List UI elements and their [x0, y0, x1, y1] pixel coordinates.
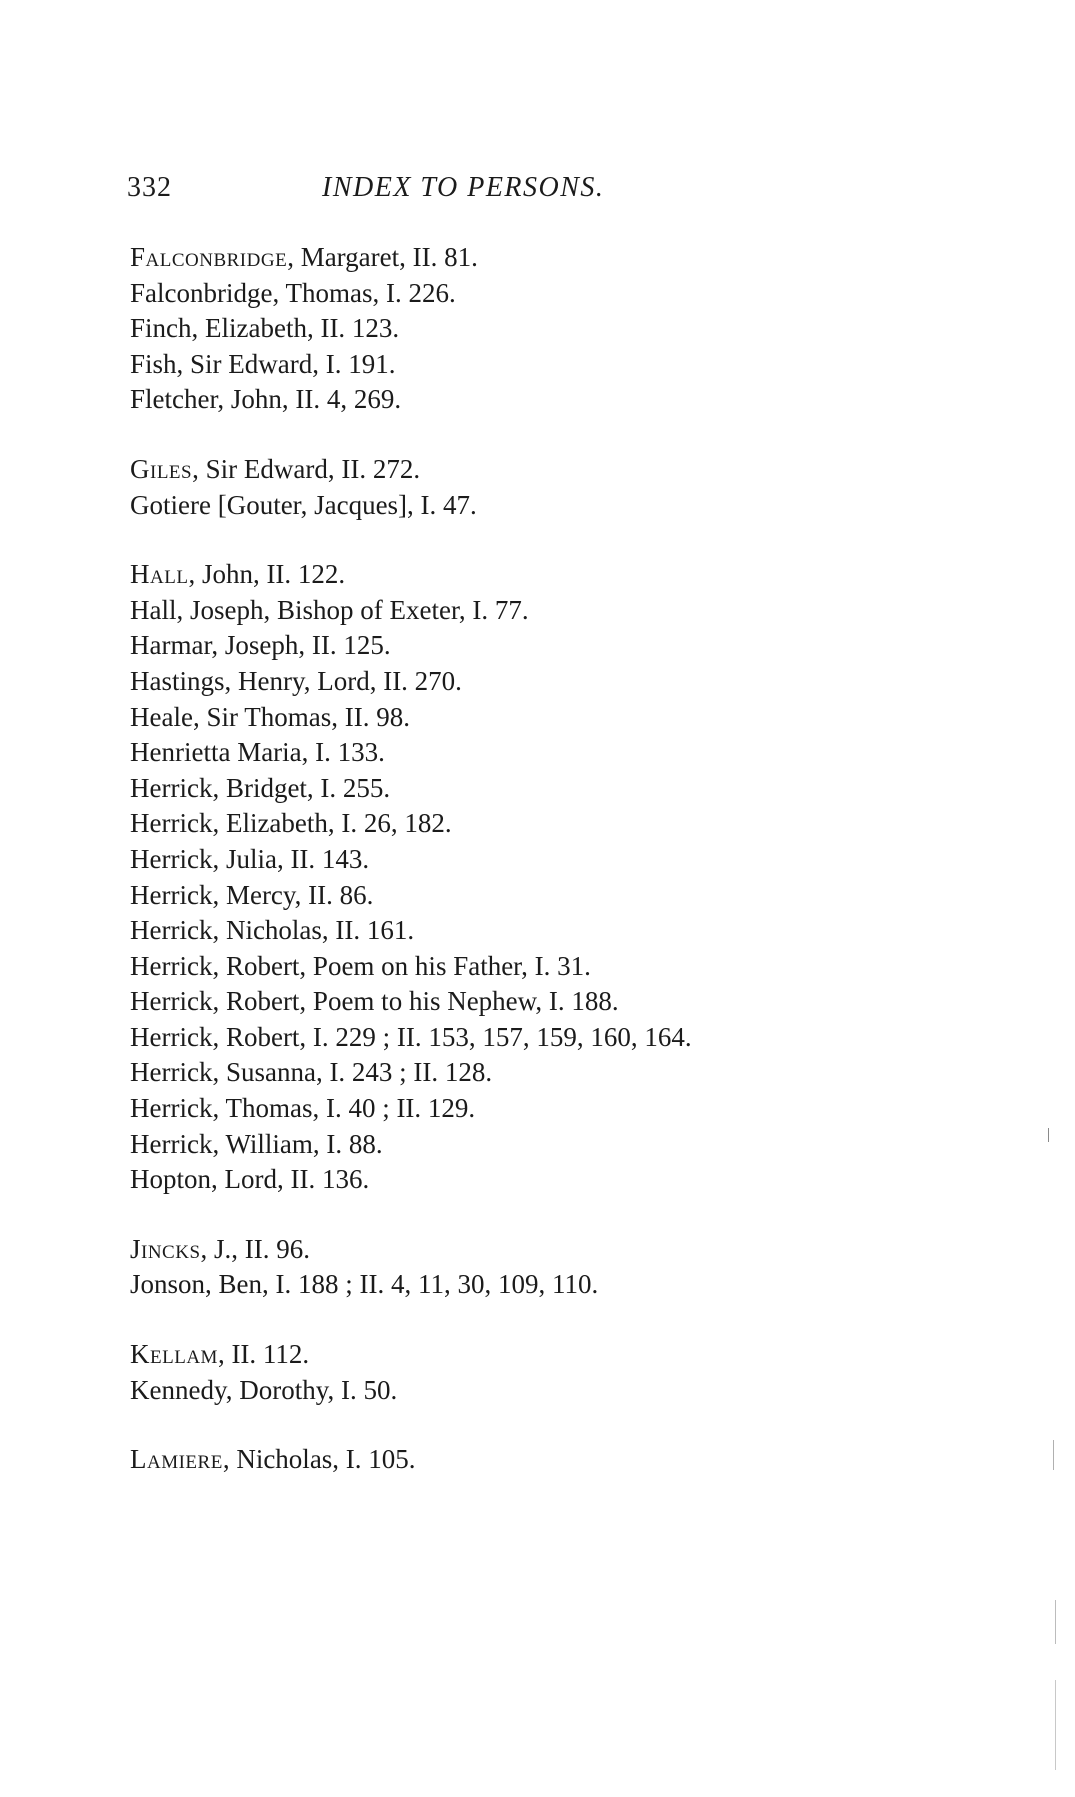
entry-text: Henrietta Maria, I. 133. [130, 737, 385, 768]
index-entry [130, 311, 930, 347]
index-entry [130, 452, 930, 488]
entry-text: Heale, Sir Thomas, II. 98. [130, 701, 410, 732]
entry-lead-word: Hall [130, 559, 189, 590]
index-entries [130, 240, 930, 1512]
entry-text: , II. 112. [217, 1339, 310, 1370]
index-group-g [130, 452, 930, 523]
index-entry [130, 984, 930, 1020]
entry-text: , J., II. 96. [200, 1233, 311, 1264]
index-entry [130, 1373, 930, 1409]
index-entry [130, 1267, 930, 1303]
entry-text: Herrick, Robert, I. 229 ; II. 153, 157, 159, 160, 164. [130, 1021, 692, 1052]
index-entry [130, 488, 930, 524]
index-entry [130, 806, 930, 842]
entry-text: Herrick, Elizabeth, I. 26, 182. [130, 808, 452, 839]
index-entry [130, 842, 930, 878]
scan-artifact-mark [1048, 1128, 1049, 1142]
index-group-l [130, 1442, 930, 1478]
entry-text: Herrick, Nicholas, II. 161. [130, 915, 415, 946]
entry-text: Fletcher, John, II. 4, 269. [130, 384, 402, 415]
entry-text: Herrick, Julia, II. 143. [130, 843, 370, 874]
index-entry [130, 276, 930, 312]
index-group-f [130, 240, 930, 418]
index-entry [130, 593, 930, 629]
entry-text: Herrick, Bridget, I. 255. [130, 772, 391, 803]
index-entry [130, 913, 930, 949]
index-group-h [130, 557, 930, 1198]
entry-text: Jonson, Ben, I. 188 ; II. 4, 11, 30, 109, 110. [130, 1269, 599, 1300]
scan-artifact-mark [1055, 1600, 1056, 1644]
index-entry [130, 700, 930, 736]
entry-lead-word: Jincks [130, 1233, 201, 1264]
entry-text: Gotiere [Gouter, Jacques], I. 47. [130, 489, 477, 520]
entry-text: Herrick, Mercy, II. 86. [130, 879, 374, 910]
index-entry [130, 771, 930, 807]
index-entry [130, 1127, 930, 1163]
entry-text: Herrick, Susanna, I. 243 ; II. 128. [130, 1057, 493, 1088]
index-entry [130, 1337, 930, 1373]
entry-text: Herrick, Robert, Poem to his Nephew, I. 188. [130, 986, 619, 1017]
index-entry [130, 1091, 930, 1127]
index-entry [130, 664, 930, 700]
page-header [127, 172, 727, 212]
index-entry [130, 1055, 930, 1091]
index-entry [130, 240, 930, 276]
entry-text: Herrick, Thomas, I. 40 ; II. 129. [130, 1093, 476, 1124]
index-entry [130, 382, 930, 418]
entry-text: Hall, Joseph, Bishop of Exeter, I. 77. [130, 594, 529, 625]
entry-text: Herrick, William, I. 88. [130, 1128, 383, 1159]
page-number: 332 [127, 172, 172, 203]
index-entry [130, 1020, 930, 1056]
entry-text: Falconbridge, Thomas, I. 226. [130, 277, 456, 308]
entry-text: Harmar, Joseph, II. 125. [130, 630, 391, 661]
index-entry [130, 347, 930, 383]
index-group-k [130, 1337, 930, 1408]
index-entry [130, 949, 930, 985]
entry-lead-word: Kellam [130, 1339, 218, 1370]
entry-text: Herrick, Robert, Poem on his Father, I. 31. [130, 950, 591, 981]
index-entry [130, 628, 930, 664]
index-entry [130, 1232, 930, 1268]
index-entry [130, 557, 930, 593]
entry-text: Finch, Elizabeth, II. 123. [130, 313, 400, 344]
entry-text: , Sir Edward, II. 272. [192, 453, 421, 484]
entry-text: Fish, Sir Edward, I. 191. [130, 348, 396, 379]
entry-text: , John, II. 122. [188, 559, 346, 590]
scan-artifact-mark [1055, 1680, 1056, 1770]
entry-lead-word: Falconbridge [130, 242, 288, 272]
index-entry [130, 1442, 930, 1478]
entry-lead-word: Giles [130, 453, 193, 484]
entry-text: Hastings, Henry, Lord, II. 270. [130, 665, 462, 696]
index-entry [130, 878, 930, 914]
scan-artifact-mark [1053, 1440, 1054, 1470]
entry-text: , Nicholas, I. 105. [222, 1444, 416, 1475]
index-entry [130, 1162, 930, 1198]
entry-text: Kennedy, Dorothy, I. 50. [130, 1374, 398, 1405]
running-title: INDEX TO PERSONS. [322, 172, 605, 203]
index-group-j [130, 1232, 930, 1303]
entry-lead-word: Lamiere [130, 1444, 223, 1475]
entry-text: , Margaret, II. 81. [287, 242, 478, 272]
entry-text: Hopton, Lord, II. 136. [130, 1164, 370, 1195]
index-entry [130, 735, 930, 771]
